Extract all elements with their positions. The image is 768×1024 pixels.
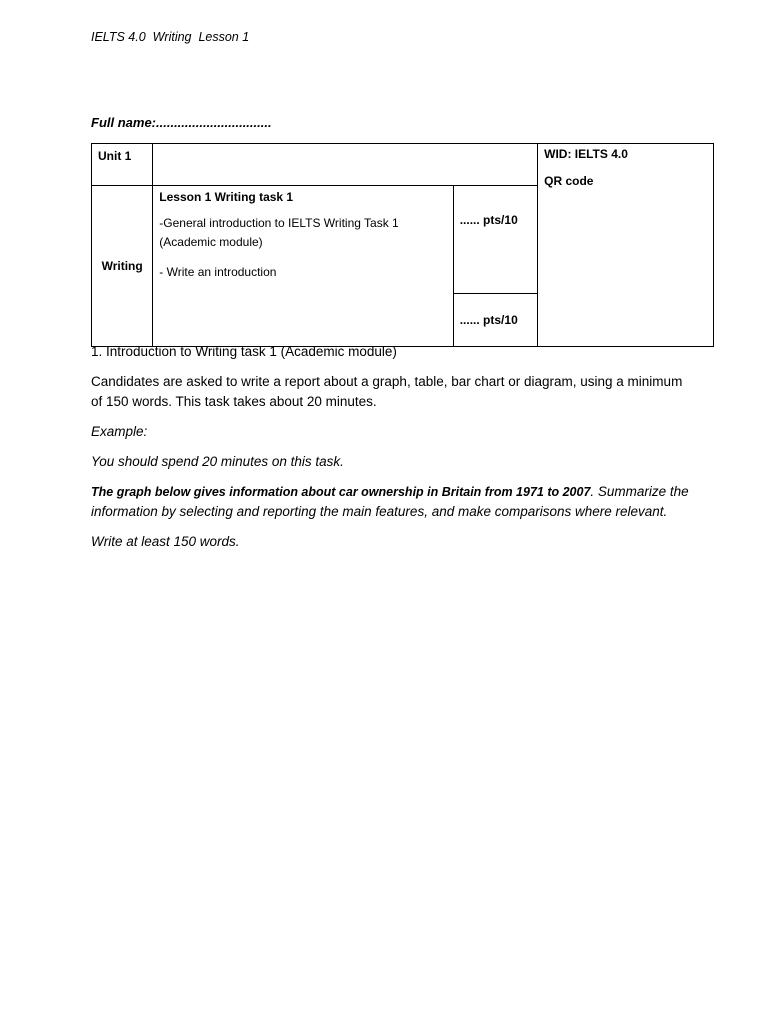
example-label: Example: xyxy=(91,424,148,439)
lesson-item-write: - Write an introduction xyxy=(159,265,277,279)
task-prompt xyxy=(91,482,691,522)
lesson-info-table xyxy=(91,143,714,347)
lesson-title: Lesson 1 Writing task 1 xyxy=(159,190,294,204)
skill-cell: Writing xyxy=(92,186,153,347)
full-name-field[interactable]: Full name:................................ xyxy=(91,115,272,130)
task-prompt-bold: The graph below gives information about car ownership in Britain from 1971 to 2007 xyxy=(91,485,591,499)
wid-cell xyxy=(538,144,714,347)
score-field-2[interactable]: ...... pts/10 xyxy=(453,294,537,347)
lesson-cell xyxy=(153,186,453,347)
wid-label: WID: IELTS 4.0 xyxy=(544,147,628,161)
unit-blank-cell xyxy=(153,144,538,186)
section-title: 1. Introduction to Writing task 1 (Academic module) xyxy=(91,344,397,359)
intro-paragraph: Candidates are asked to write a report about a graph, table, bar chart or diagram, using a minimum of 150 words. This task takes about 20 minutes. xyxy=(91,374,683,409)
page-header-title: IELTS 4.0 Writing Lesson 1 xyxy=(91,30,250,44)
lesson-body xyxy=(91,342,691,552)
score-field-1[interactable]: ...... pts/10 xyxy=(453,186,537,294)
spend-instruction: You should spend 20 minutes on this task. xyxy=(91,454,344,469)
task-prompt-rest: . Summarize the information by selecting and reporting the main features, and make comparisons where relevant. xyxy=(91,484,689,519)
unit-cell: Unit 1 xyxy=(92,144,153,186)
lesson-item-intro: -General introduction to IELTS Writing Task 1 (Academic module) xyxy=(159,216,399,249)
word-count-instruction: Write at least 150 words. xyxy=(91,534,240,549)
qr-code-label: QR code xyxy=(544,174,594,188)
